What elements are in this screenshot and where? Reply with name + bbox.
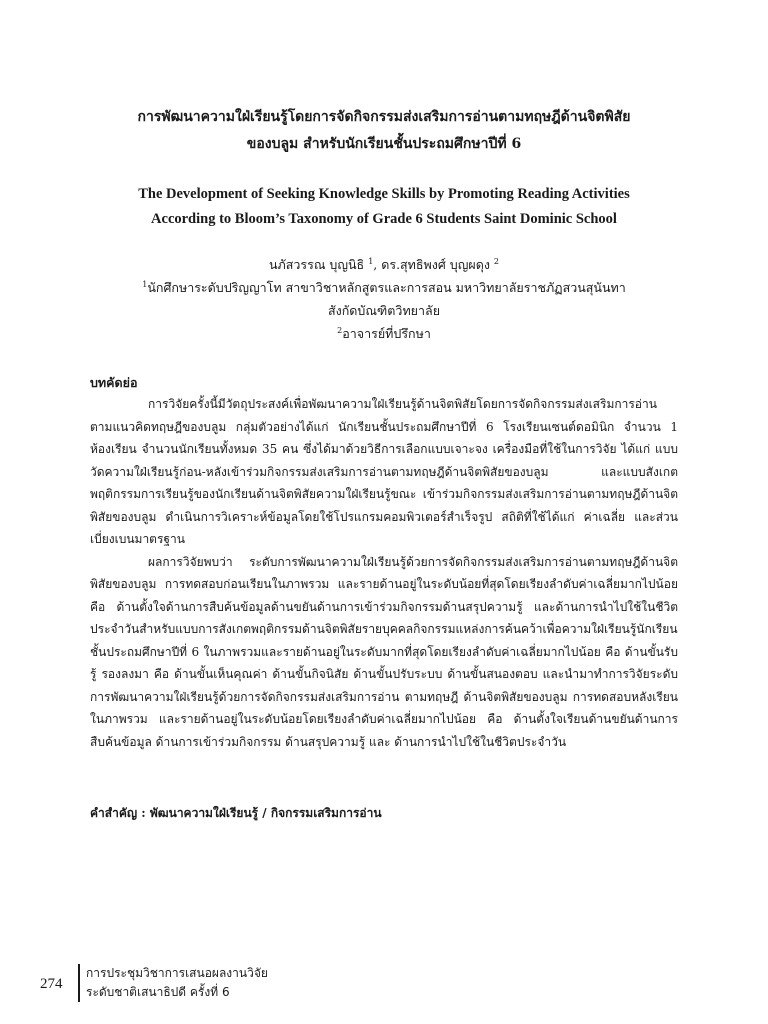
keywords-line: คำสำคัญ : พัฒนาความใฝ่เรียนรู้ / กิจกรรมเสริมการอ่าน: [90, 806, 382, 820]
thai-title-line-2: ของบลูม สำหรับนักเรียนชั้นประถมศึกษาปีที่ 6: [246, 136, 522, 152]
english-title: [60, 182, 708, 232]
english-title-line-2: According to Bloom’s Taxonomy of Grade 6 Students Saint Dominic School: [151, 211, 617, 227]
affiliation-1: [60, 276, 708, 299]
author-2-superscript: 2: [493, 256, 499, 266]
abstract-heading: บทคัดย่อ: [90, 375, 138, 390]
abstract-body: [90, 393, 678, 753]
page-footer: [40, 962, 440, 1012]
page-number: 274: [40, 976, 63, 992]
author-separator: ,: [373, 257, 382, 272]
author-1: นภัสวรรณ บุญนิธิ: [269, 257, 365, 272]
conference-name: [86, 964, 268, 1002]
thai-title: [60, 104, 708, 158]
author-2: ดร.สุทธิพงศ์ บุญผดุง: [381, 257, 490, 272]
conference-line-1: การประชุมวิชาการเสนอผลงานวิจัย: [86, 966, 268, 980]
abstract-paragraph: การวิจัยครั้งนี้มีวัตถุประสงค์เพื่อพัฒนาความใฝ่เรียนรู้ด้านจิตพิสัยโดยการจัดกิจกรรมส่งเสริมการอ่านตามแนวคิดทฤษฎีของบลูม กลุ่มตัวอย่างได้แก่ นักเรียนชั้นประถมศึกษาปีที่ 6 โรงเรียนเซนต์ดอมินิก จำนวน 1 ห้องเรียน จำนวนนักเรียนทั้งหมด 35 คน ซึ่งได้มาด้วยวิธีการเลือกแบบเจาะจง เครื่องมือที่ใช้ในการวิจัย ได้แก่ แบบวัดความใฝ่เรียนรู้ก่อน-หลังเข้าร่วมกิจกรรมส่งเสริมการอ่านตามทฤษฎีด้านจิตพิสัยของบลูม และแบบสังเกตพฤติกรรมการเรียนรู้ของนักเรียนด้านจิตพิสัยความใฝ่เรียนรู้ขณะ เข้าร่วมกิจกรรมส่งเสริมการอ่านตามทฤษฎีด้านจิตพิสัยของบลูม ดำเนินการวิเคราะห์ข้อมูลโดยใช้โปรแกรมคอมพิวเตอร์สำเร็จรูป สถิติที่ใช้ได้แก่ ค่าเฉลี่ย และส่วนเบี่ยงเบนมาตรฐาน: [90, 397, 678, 546]
author-block: [60, 253, 708, 345]
affiliation-2-text: อาจารย์ที่ปรึกษา: [342, 326, 431, 341]
abstract-paragraph: ผลการวิจัยพบว่า ระดับการพัฒนาความใฝ่เรียนรู้ด้วยการจัดกิจกรรมส่งเสริมการอ่านตามทฤษฎีด้านจิตพิสัยของบลูม การทดสอบก่อนเรียนในภาพรวม และรายด้านอยู่ในระดับน้อยที่สุดโดยเรียงลำดับค่าเฉลี่ยมากไปน้อย คือ ด้านตั้งใจด้านการสืบค้นข้อมูลด้านขยันด้านการเข้าร่วมกิจกรรมด้านสรุปความรู้ และด้านการนำไปใช้ในชีวิตประจำวันสำหรับแบบการสังเกตพฤติกรรมด้านจิตพิสัยรายบุคคลกิจกรรมแหล่งการค้นคว้าเพื่อความใฝ่เรียนรู้นักเรียนชั้นประถมศึกษาปีที่ 6 ในภาพรวมและรายด้านอยู่ในระดับมากที่สุดโดยเรียงลำดับค่าเฉลี่ยมากไปน้อย คือ ด้านขั้นรับรู้ รองลงมา คือ ด้านขั้นเห็นคุณค่า ด้านขั้นกิจนิสัย ด้านขั้นปรับระบบ ด้านขั้นสนองตอบ และนำมาทำการวิจัยระดับการพัฒนาความใฝ่เรียนรู้ด้วยการจัดกิจกรรมส่งเสริมการอ่าน ตามทฤษฎี ด้านจิตพิสัยของบลูม การทดสอบหลังเรียนในภาพรวม และรายด้านอยู่ในระดับน้อยโดยเรียงลำดับค่าเฉลี่ยมากไปน้อย คือ ด้านตั้งใจเรียนด้านขยันด้านการสืบค้นข้อมูล ด้านการเข้าร่วมกิจกรรม ด้านสรุปความรู้ และ ด้านการนำไปใช้ในชีวิตประจำวัน: [90, 554, 678, 749]
affiliation-2-superscript: 2: [337, 325, 343, 335]
affiliation-1-continued: สังกัดบัณฑิตวิทยาลัย: [327, 303, 441, 318]
affiliation-1-superscript: 1: [142, 279, 148, 289]
footer-divider: [78, 964, 80, 1002]
conference-line-2: ระดับชาติเสนาธิปดี ครั้งที่ 6: [86, 985, 230, 999]
author-names: [60, 253, 708, 276]
affiliation-2: [60, 322, 708, 345]
author-1-superscript: 1: [368, 256, 374, 266]
affiliation-1-text: นักศึกษาระดับปริญญาโท สาขาวิชาหลักสูตรและการสอน มหาวิทยาลัยราชภัฏสวนสุนันทา: [147, 280, 626, 295]
english-title-line-1: The Development of Seeking Knowledge Skills by Promoting Reading Activities: [138, 186, 630, 202]
thai-title-line-1: การพัฒนาความใฝ่เรียนรู้โดยการจัดกิจกรรมส่งเสริมการอ่านตามทฤษฎีด้านจิตพิสัย: [137, 109, 631, 125]
